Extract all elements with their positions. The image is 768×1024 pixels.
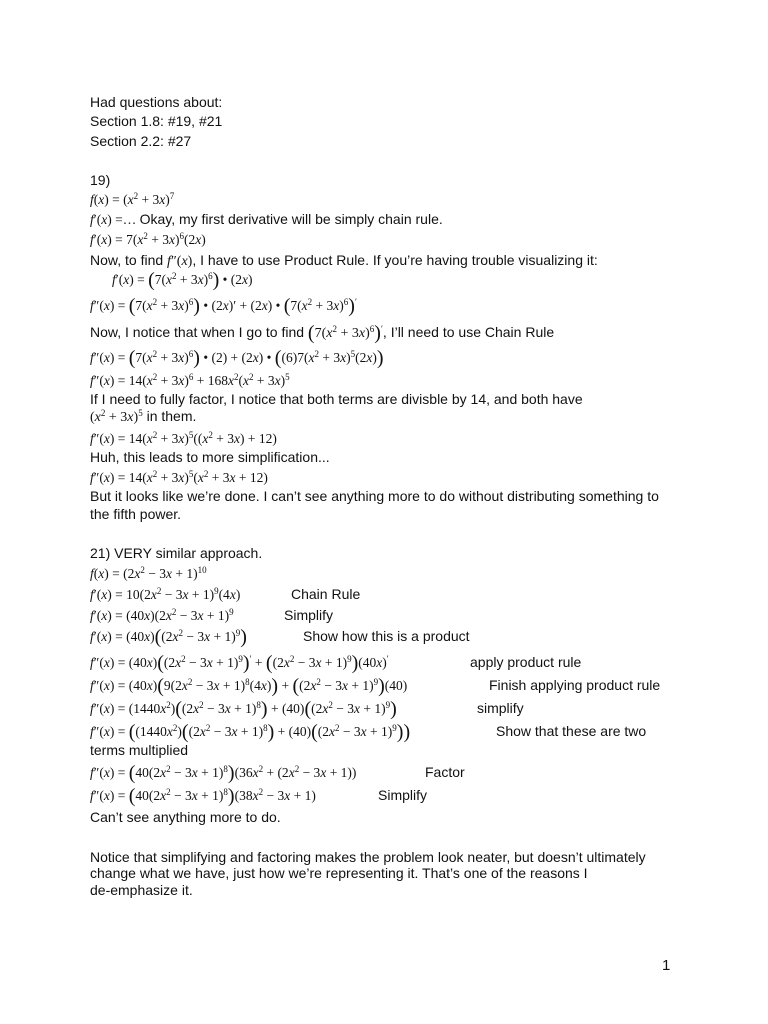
text-line: But it looks like we’re done. I can’t see anything more to do without distributing something to [90,488,659,504]
text-line: Now, to find f″(x), I have to use Product Rule. If you’re having trouble visualizing it: [90,252,598,269]
explanation-text: Okay, my first derivative will be simply chain rule. [139,211,443,227]
problem-21-heading: 21) VERY similar approach. [90,545,263,561]
text-line: the fifth power. [90,506,182,522]
math-line: $f''(x) = 14(x^2 + 3x)^6 + 168x^2(x^2 + 3x)^5$ [90,372,290,388]
math-line: $f''(x) = (40x)(9(2x^2 - 3x + 1)^8(4x)) + ((2x^2 - 3x + 1)^9)(40)$ [90,675,408,697]
math-line: $f'(x) = (40x)(2x^2 - 3x + 1)^9$ [90,607,234,623]
step-comment: Show how this is a product [303,628,470,644]
math-line: $f''(x) = (40(2x^2 - 3x + 1)^8)(38x^2 - 3x + 1)$ [90,785,316,807]
step-comment: Show that these are two [496,723,647,739]
math-line: $f(x) = (2x^2 - 3x + 1)^{10}$ [90,565,207,581]
problem-19-heading: 19) [90,172,111,188]
math-line: $f''(x) = ((1440x^2)((2x^2 - 3x + 1)^8) + (40)((2x^2 - 3x + 1)^9))$ [90,721,411,743]
closing-line: change what we have, just how we’re representing it. That’s one of the reasons I [90,865,588,881]
math-line: $f''(x) = (40x)((2x^2 - 3x + 1)^9)' + ((2x^2 - 3x + 1)^9)(40x)'$ [90,652,389,674]
text-line: $(x^2 + 3x)^5$ in them. [90,408,197,425]
closing-line: Notice that simplifying and factoring makes the problem look neater, but doesn’t ultimately [90,849,646,865]
intro-line: Had questions about: [90,94,223,110]
step-comment: Chain Rule [291,586,361,602]
text-line: Huh, this leads to more simplification... [90,449,330,465]
math-line: $f''(x) = (7(x^2 + 3x)^6)$ • (2x)′ + (2x) • $(7(x^2 + 3x)^6)'$ [90,295,357,317]
text-line: Now, I notice that when I go to find $(7(x^2 + 3x)^6)'$, I’ll need to use Chain Rule [90,322,555,344]
explanation-text: Now, I notice that when I go to find [90,324,305,340]
explanation-text: , I have to use Product Rule. If you’re having trouble visualizing it: [192,252,598,268]
step-comment: apply product rule [470,654,582,670]
step-comment: Factor [425,764,465,780]
step-comment: simplify [477,700,524,716]
math-line: $f''(x) = (1440x^2)((2x^2 - 3x + 1)^8) + (40)((2x^2 - 3x + 1)^9)$ [90,698,397,720]
math-line: $f''(x) = 14(x^2 + 3x)^5((x^2 + 3x) + 12)$ [90,430,277,446]
intro-line: Section 1.8: #19, #21 [90,113,223,129]
math-line: $f(x) = (x^2 + 3x)^7$ [90,191,175,207]
math-line: $f'(x) = 7(x^2 + 3x)^6(2x)$ [90,231,206,247]
step-comment: terms multiplied [90,742,189,758]
math-line: $f''(x) = (7(x^2 + 3x)^6)$ • (2) + (2x) • $((6)7(x^2 + 3x)^5(2x))$ [90,347,384,369]
math-line: $f'(x) = (7(x^2 + 3x)^6)$ • (2x) [112,269,253,291]
closing-line: de-emphasize it. [90,882,193,898]
math-line: $f''(x) = 14(x^2 + 3x)^5(x^2 + 3x + 12)$ [90,469,268,485]
text-line: If I need to fully factor, I notice that both terms are divisble by 14, and both have [90,391,583,407]
text-line: Can’t see anything more to do. [90,809,281,825]
explanation-text: Now, to find [90,252,164,268]
step-comment: Simplify [378,787,428,803]
math-line: $f'(x) = 10(2x^2 - 3x + 1)^9(4x)$ [90,586,241,602]
step-comment: Simplify [284,607,334,623]
intro-line: Section 2.2: #27 [90,133,192,149]
math-line: f′(x) =… Okay, my first derivative will be simply chain rule. [90,211,443,227]
explanation-text: in them. [146,408,197,424]
explanation-text: , I’ll need to use Chain Rule [382,324,555,340]
step-comment: Finish applying product rule [489,677,661,693]
math-line: $f''(x) = (40(2x^2 - 3x + 1)^8)(36x^2 + (2x^2 - 3x + 1))$ [90,762,357,784]
math-line: $f'(x) = (40x)((2x^2 - 3x + 1)^9)$ [90,626,247,648]
page-number: 1 [662,957,671,974]
